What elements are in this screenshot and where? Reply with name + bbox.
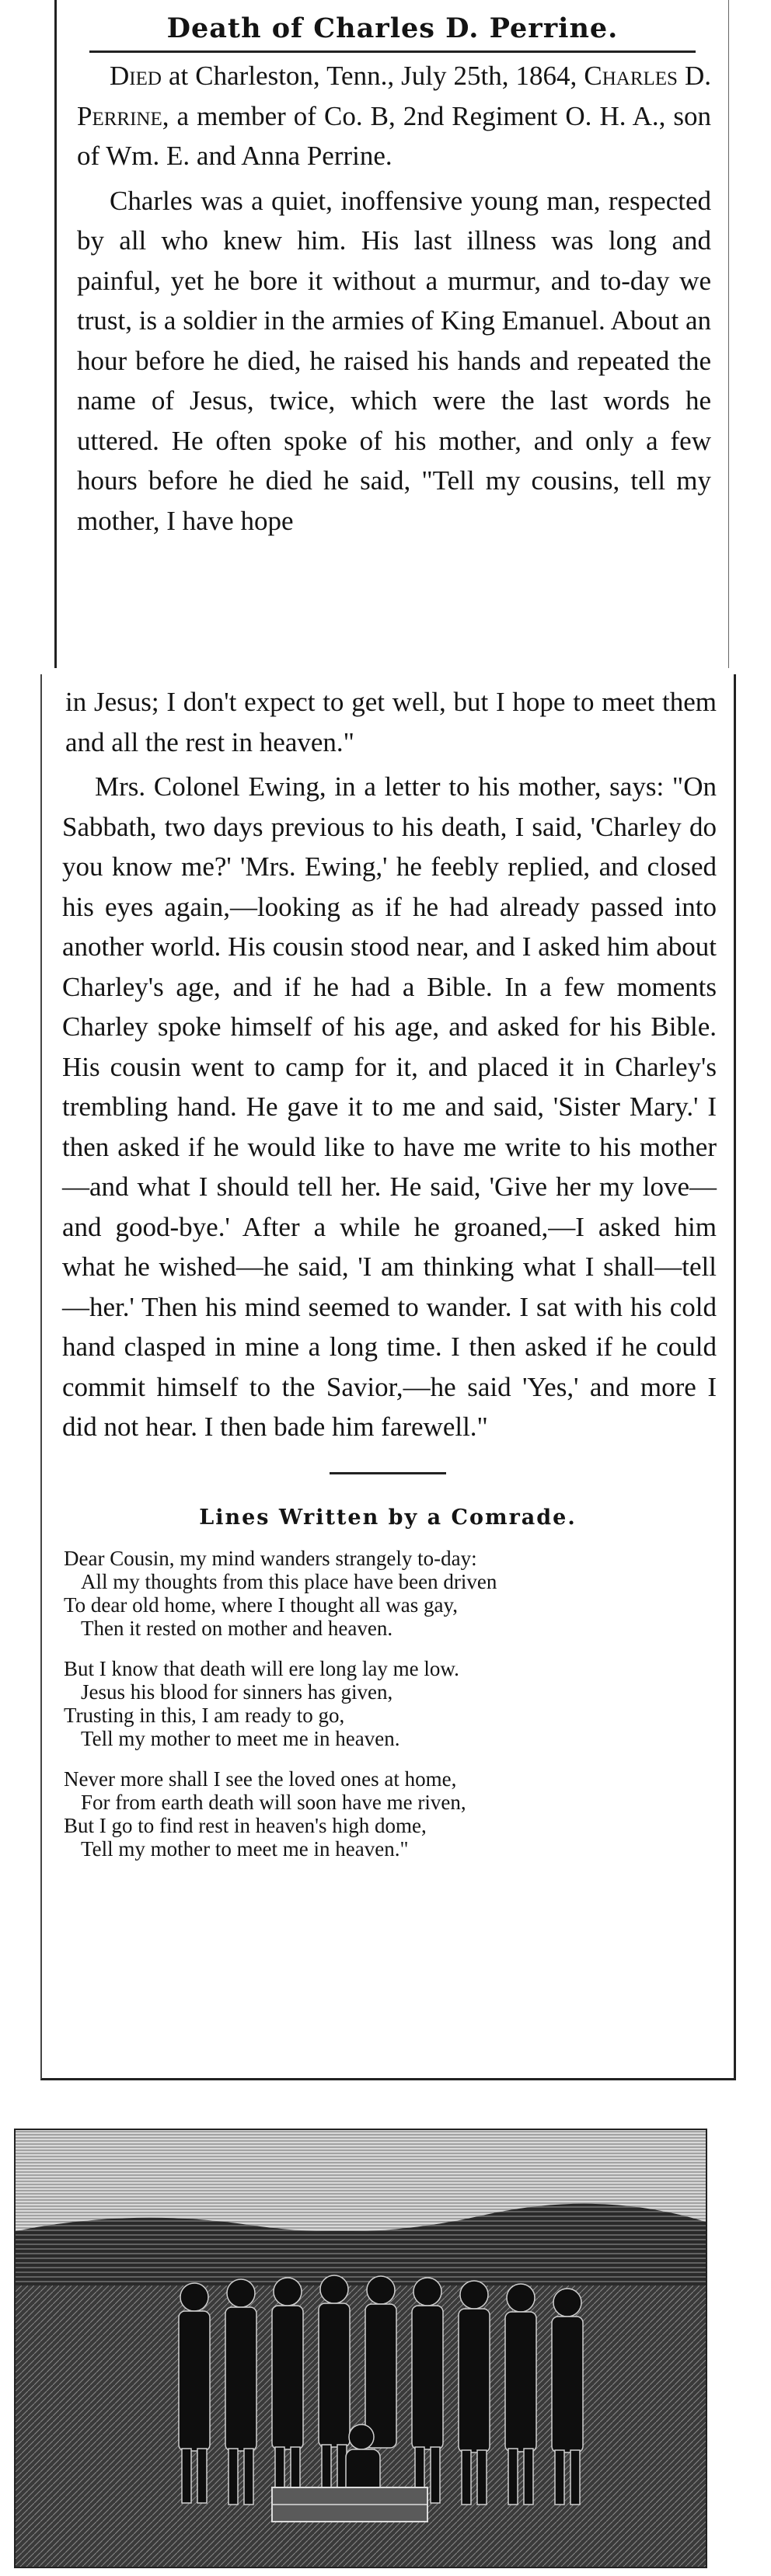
poem-stanza-3	[42, 1767, 734, 1861]
section-divider	[330, 1472, 446, 1474]
burial-scene-engraving	[14, 2129, 707, 2568]
clipping-top	[54, 0, 729, 668]
intro-part2: , a member of Co. B, 2nd Regiment O. H. A., son of Wm. E. and Anna Perrine.	[77, 100, 711, 171]
poem-line: All my thoughts from this place have been driven	[81, 1569, 497, 1593]
poem-line: Tell my mother to meet me in heaven."	[81, 1836, 409, 1861]
poem-line: Tell my mother to meet me in heaven.	[81, 1726, 400, 1750]
paragraph-continuation: in Jesus; I don't expect to get well, but I hope to meet them and all the rest in heaven."	[65, 687, 717, 757]
poem-line: To dear old home, where I thought all was gay,	[64, 1593, 458, 1617]
poem-title: Lines Written by a Comrade.	[199, 1505, 577, 1530]
died-word: Died	[110, 61, 162, 91]
engraving-artwork	[16, 2130, 706, 2567]
clipping-bottom	[40, 674, 736, 2080]
obituary-intro	[57, 56, 728, 176]
poem-line: Trusting in this, I am ready to go,	[64, 1703, 345, 1727]
deceased-name: Charles D. Perrine	[77, 61, 712, 131]
headline-rule	[89, 50, 696, 53]
paragraph-character: Charles was a quiet, inoffensive young man, respected by all who knew him. His last illness was long and painful, yet he bore it without a murmur, and to-day we trust, is a soldier in the armies of King Emanuel. About an hour before he died, he raised his hands and repeated the name of Jesus, twice, which were the last words he uttered. He often spoke of his mother, and only a few hours before he died he said, "Tell my cousins, tell my mother, I have hope	[77, 185, 711, 536]
poem-line: Never more shall I see the loved ones at home,	[64, 1767, 457, 1791]
poem-line: But I go to find rest in heaven's high dome,	[64, 1813, 427, 1837]
poem-line: Then it rested on mother and heaven.	[81, 1616, 393, 1640]
paragraph-letter: Mrs. Colonel Ewing, in a letter to his mother, says: "On Sabbath, two days previous to his death, I said, 'Charley do you know me?' 'Mrs. Ewing,' he feebly replied, and closed his eyes again,—looking as if he had already passed into another world. His cousin stood near, and I asked him about Charley's age, and if he had a Bible. In a few moments Charley spoke himself of his age, and asked for his Bible. His cousin went to camp for it, and placed it in Charley's trembling hand. He gave it to me and said, 'Sister Mary.' I then asked if he would like to have me write to his mother—and what I should tell her. He said, 'Give her my love—and good-bye.' After a while he groaned,—I asked him what he wished—he said, 'I am thinking what I shall—tell—her.' Then his mind seemed to wander. I sat with his cold hand clasped in mine a long time. I then asked if he could commit himself to the Savior,—he said 'Yes,' and more I did not hear. I then bade him farewell."	[62, 771, 717, 1442]
poem-line: Dear Cousin, my mind wanders strangely to-day:	[64, 1546, 477, 1570]
intro-part1: at Charleston, Tenn., July 25th, 1864,	[161, 61, 577, 91]
article-headline: Death of Charles D. Perrine.	[166, 12, 619, 44]
poem-stanza-2	[42, 1657, 734, 1750]
poem-line: For from earth death will soon have me riven,	[81, 1790, 466, 1814]
poem-line: Jesus his blood for sinners has given,	[81, 1680, 393, 1704]
poem-stanza-1	[42, 1547, 734, 1640]
poem-line: But I know that death will ere long lay me low.	[64, 1656, 459, 1680]
